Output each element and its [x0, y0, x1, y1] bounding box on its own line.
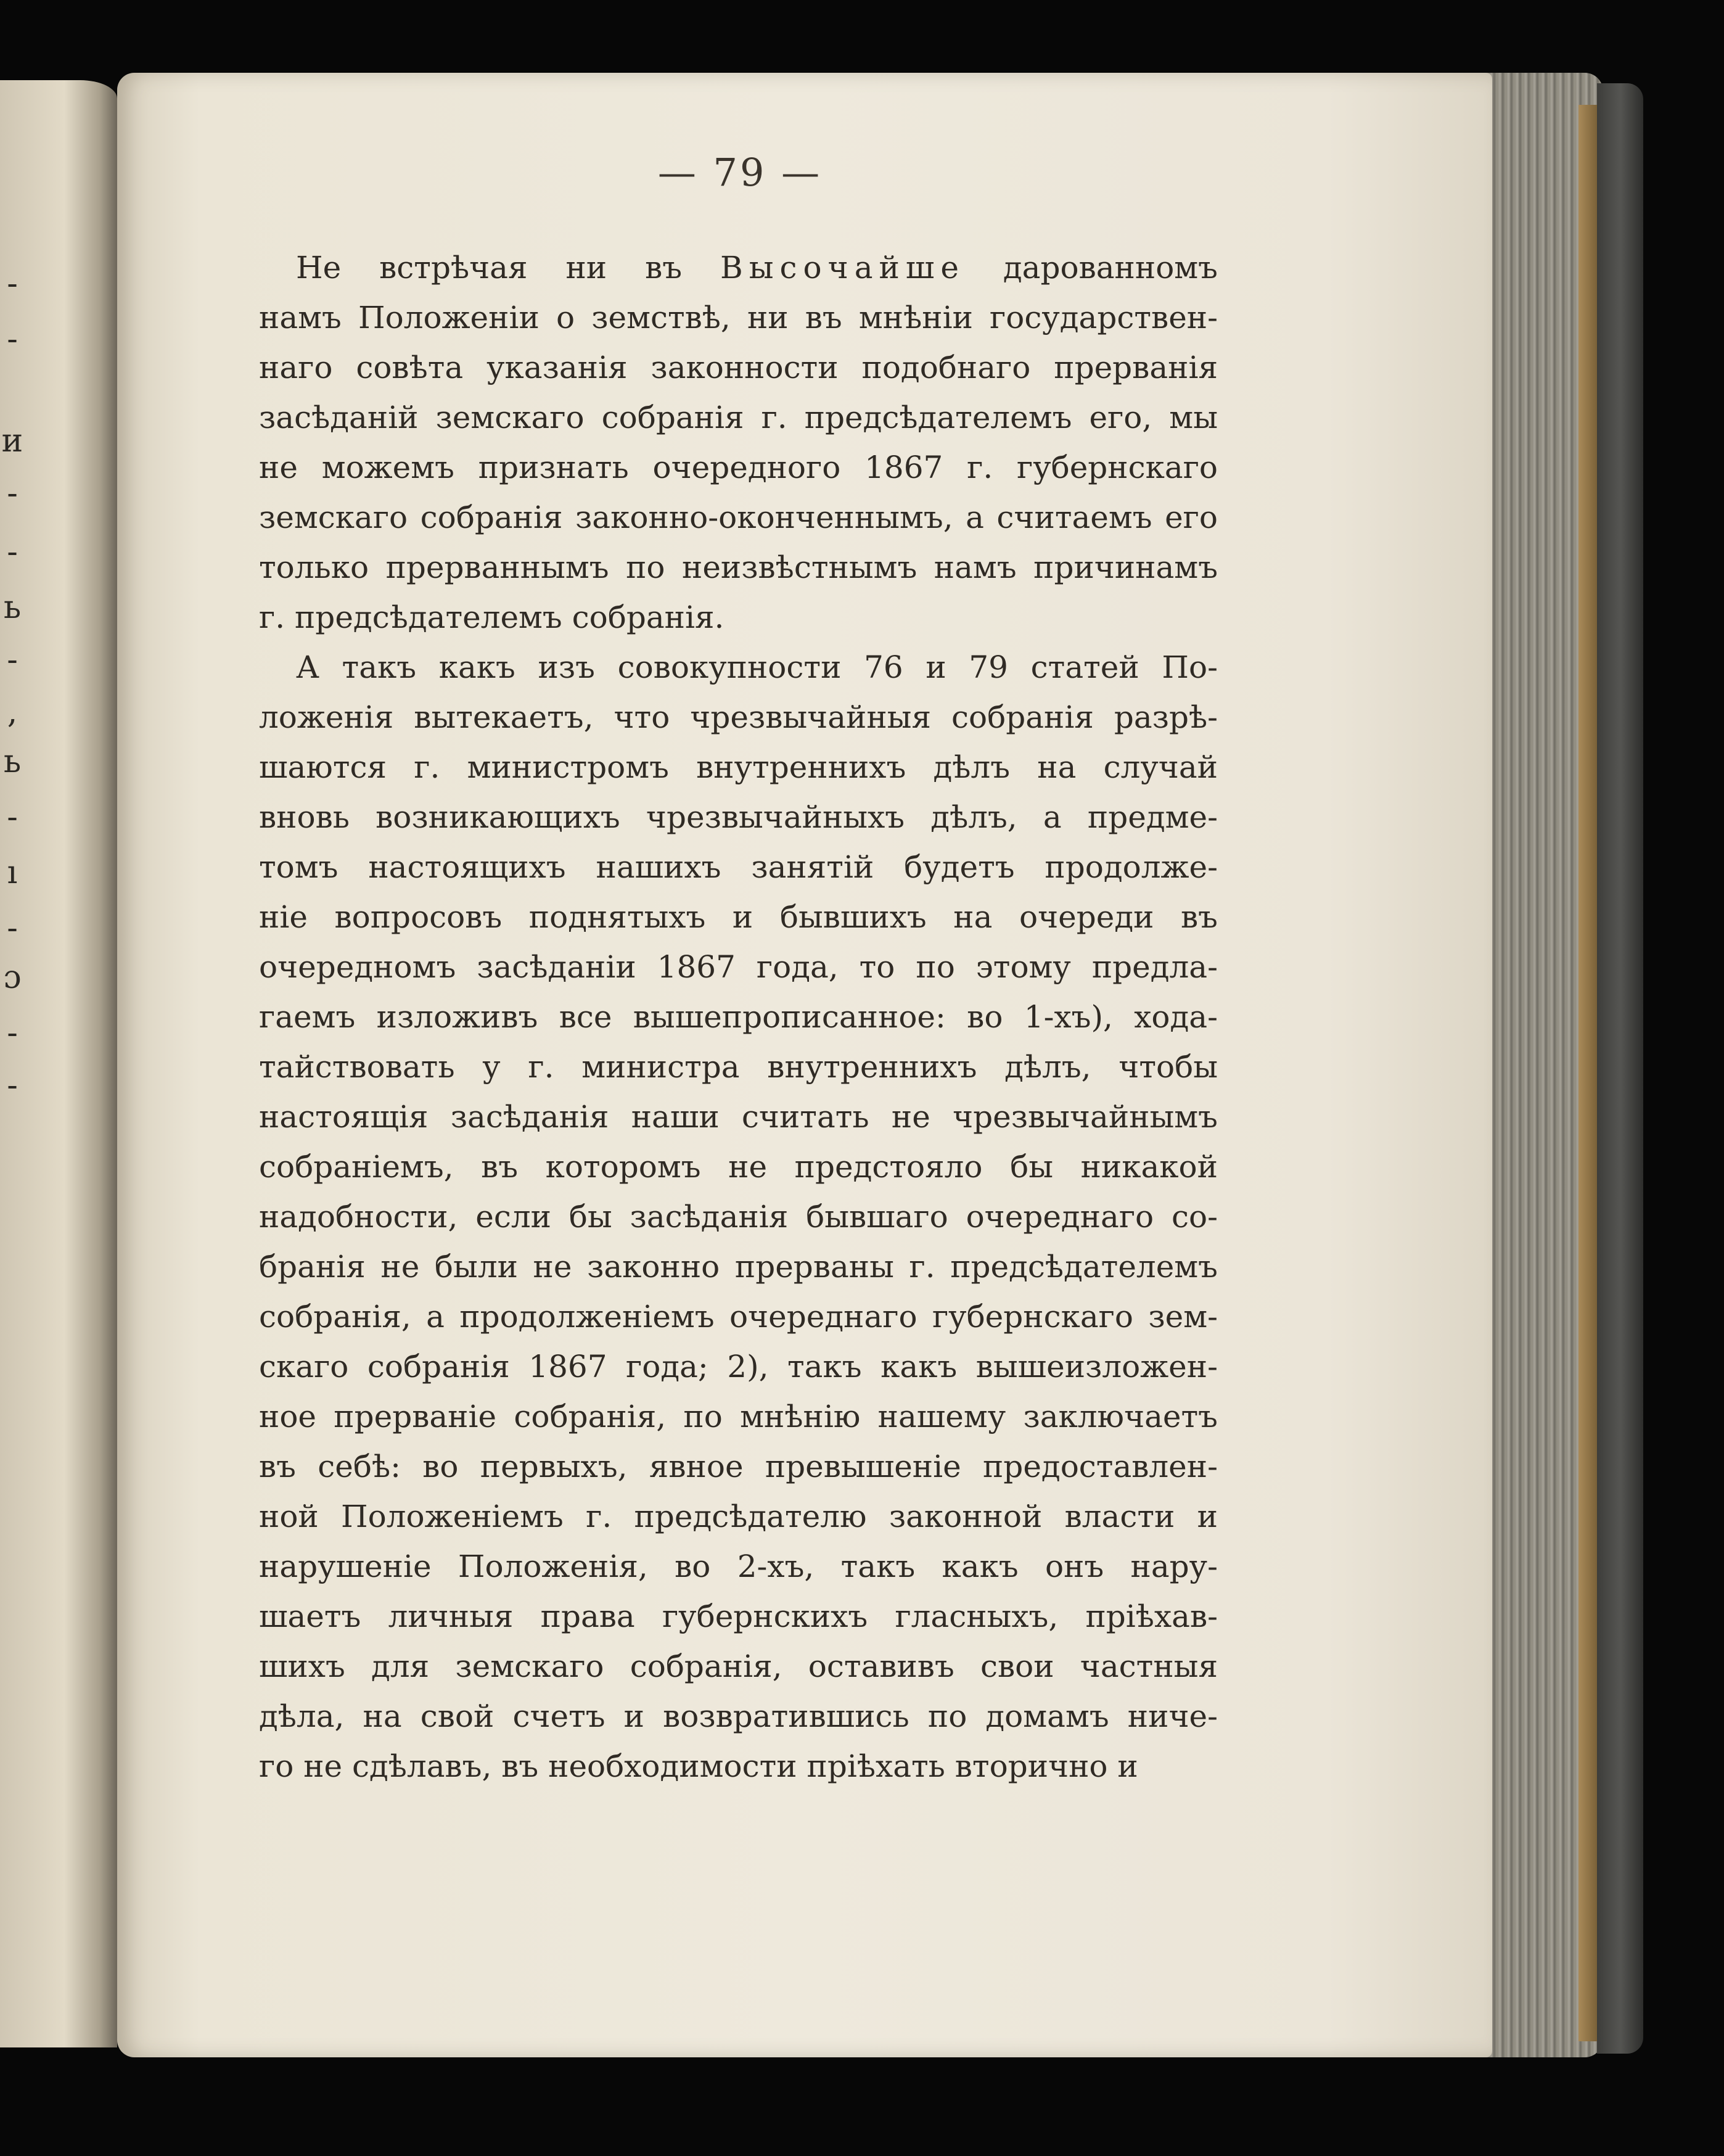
- text-line: г. предсѣдателемъ собранія.: [259, 599, 724, 635]
- text-line: очередномъ засѣданіи 1867 года, то по этому предла-: [259, 949, 1218, 985]
- text-line: настоящія засѣданія наши считать не чрезвычайнымъ: [259, 1099, 1218, 1135]
- previous-page-fragment: и: [1, 422, 23, 459]
- previous-page-fragment: ɔ: [3, 959, 22, 996]
- previous-page-edge: [0, 80, 117, 2047]
- book-edge-inner-strip: [1578, 105, 1597, 2041]
- text-line: собраніемъ, въ которомъ не предстояло бы никакой: [259, 1149, 1218, 1185]
- text-line: томъ настоящихъ нашихъ занятій будетъ продолже-: [259, 849, 1218, 885]
- text-line: не можемъ признать очередного 1867 г. губернскаго: [259, 450, 1218, 485]
- text-line: гаемъ изложивъ все вышепрописанное: во 1-хъ), хода-: [259, 999, 1218, 1035]
- text-line: А такъ какъ изъ совокупности 76 и 79 статей По-: [296, 649, 1218, 685]
- previous-page-fragment: -: [7, 799, 18, 836]
- previous-page-fragment: ь: [3, 589, 22, 626]
- previous-page-fragment: ь: [3, 743, 22, 780]
- text-line: шаются г. министромъ внутреннихъ дѣлъ на случай: [259, 749, 1218, 785]
- text-line: шихъ для земскаго собранія, оставивъ свои частныя: [259, 1648, 1218, 1684]
- text-line: только прерваннымъ по неизвѣстнымъ намъ причинамъ: [259, 549, 1218, 585]
- text-line: скаго собранія 1867 года; 2), такъ какъ вышеизложен-: [259, 1349, 1218, 1385]
- previous-page-fragment: -: [7, 1067, 18, 1104]
- text-line: го не сдѣлавъ, въ необходимости пріѣхать вторично и: [259, 1748, 1138, 1784]
- text-line: намъ Положеніи о земствѣ, ни въ мнѣніи государствен-: [259, 300, 1218, 335]
- text-line: дѣла, на свой счетъ и возвратившись по домамъ ниче-: [259, 1698, 1218, 1734]
- page-number: — 79 —: [657, 150, 823, 195]
- text-line: собранія, а продолженіемъ очереднаго губернскаго зем-: [259, 1299, 1218, 1335]
- previous-page-fragment: -: [7, 321, 18, 358]
- text-line: надобности, если бы засѣданія бывшаго очереднаго со-: [259, 1199, 1218, 1235]
- text-line: засѣданій земскаго собранія г. предсѣдателемъ его, мы: [259, 400, 1218, 435]
- text-line: ніе вопросовъ поднятыхъ и бывшихъ на очереди въ: [259, 899, 1218, 935]
- text-line: ной Положеніемъ г. предсѣдателю законной власти и: [259, 1499, 1218, 1534]
- text-line: въ себѣ: во первыхъ, явное превышеніе предоставлен-: [259, 1449, 1218, 1484]
- text-line: ложенія вытекаетъ, что чрезвычайныя собранія разрѣ-: [259, 699, 1218, 735]
- text-line: тайствовать у г. министра внутреннихъ дѣлъ, чтобы: [259, 1049, 1218, 1085]
- text-segment: Не встрѣчая ни въ: [296, 250, 720, 286]
- previous-page-fragment: -: [7, 910, 18, 947]
- text-line: земскаго собранія законно-оконченнымъ, а считаемъ его: [259, 500, 1218, 535]
- text-line: наго совѣта указанія законности подобнаго прерванія: [259, 350, 1218, 385]
- text-line: [259, 243, 1218, 293]
- text-line: вновь возникающихъ чрезвычайныхъ дѣлъ, а предме-: [259, 799, 1218, 835]
- book-cover-edge: [1597, 83, 1643, 2054]
- text-line: ное прерваніе собранія, по мнѣнію нашему заключаетъ: [259, 1399, 1218, 1434]
- previous-page-fragment: -: [7, 533, 18, 570]
- text-line: шаетъ личныя права губернскихъ гласныхъ, пріѣхав-: [259, 1598, 1218, 1634]
- previous-page-fragment: -: [7, 475, 18, 512]
- text-line: бранія не были не законно прерваны г. предсѣдателемъ: [259, 1249, 1218, 1285]
- page-body-text: [259, 243, 1218, 1792]
- previous-page-text-fragments: [0, 80, 25, 2047]
- previous-page-fragment: -: [7, 265, 18, 302]
- previous-page-fragment: -: [7, 641, 18, 678]
- previous-page-fragment: ı: [7, 854, 18, 891]
- previous-page-fragment: -: [7, 1014, 18, 1051]
- text-line: нарушеніе Положенія, во 2-хъ, такъ какъ онъ нару-: [259, 1549, 1218, 1584]
- text-segment: дарованномъ: [964, 250, 1218, 286]
- previous-page-fragment: ,: [7, 694, 18, 731]
- spaced-emphasis-word: Высочайше: [720, 250, 965, 286]
